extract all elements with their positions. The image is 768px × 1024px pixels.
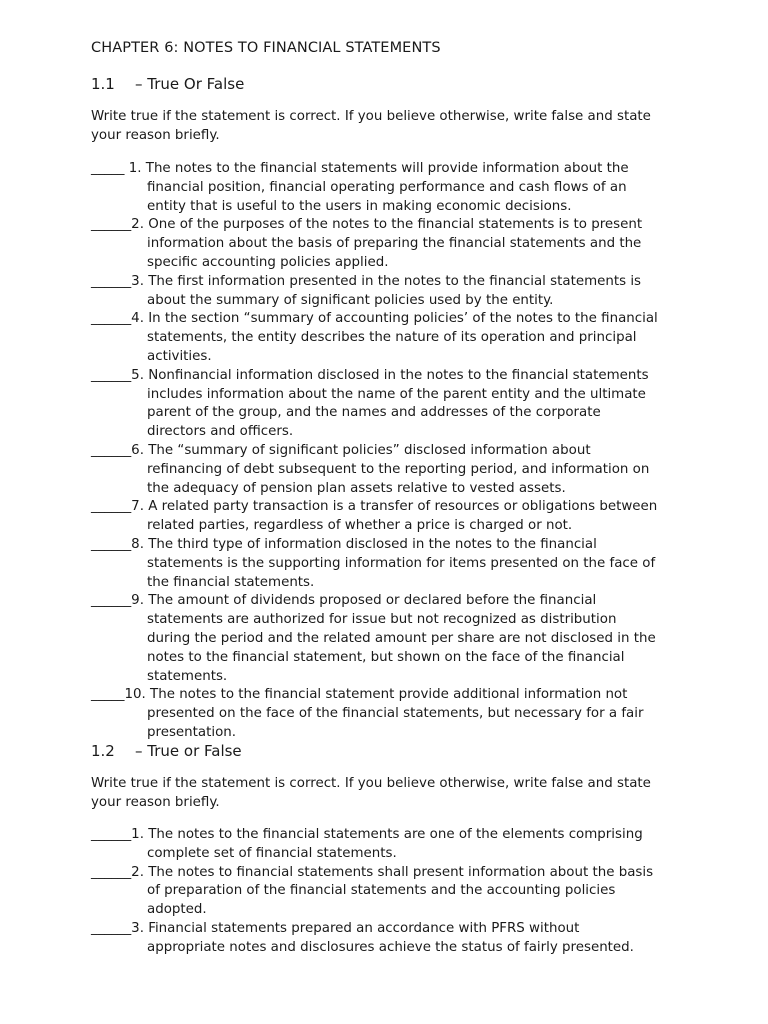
question-text: In the section “summary of accounting policies’ of the notes to the financial [148, 311, 658, 327]
question-continuation-line [91, 882, 691, 901]
question-continuation-line [91, 179, 691, 198]
question-continuation-line [91, 329, 691, 348]
instruction-line: your reason briefly. [91, 127, 220, 143]
question-continuation-line [91, 611, 691, 630]
question-item [91, 310, 691, 366]
section-heading [91, 75, 244, 93]
question-first-line [91, 536, 691, 555]
question-text: statements is the supporting information for items presented on the face of [147, 555, 656, 571]
question-text: Nonfinancial information disclosed in the notes to the financial statements [148, 367, 649, 383]
answer-blank: ______3. [91, 273, 149, 289]
question-text: The amount of dividends proposed or declared before the financial [148, 593, 597, 609]
question-text: The notes to the financial statements are one of the elements comprising [148, 827, 643, 842]
question-text: A related party transaction is a transfer of resources or obligations between [148, 499, 658, 515]
question-item [91, 536, 691, 592]
section-title: – True Or False [135, 75, 245, 93]
question-first-line [91, 498, 691, 517]
answer-blank: ______6. [91, 442, 149, 458]
question-list [91, 160, 691, 743]
question-text: entity that is useful to the users in making economic decisions. [147, 198, 572, 214]
chapter-title: CHAPTER 6: NOTES TO FINANCIAL STATEMENTS [91, 40, 441, 56]
question-continuation-line [91, 668, 691, 687]
question-continuation-line [91, 705, 691, 724]
question-item [91, 216, 691, 272]
answer-blank: ______1. [91, 827, 149, 842]
question-text: statements, the entity describes the nature of its operation and principal [147, 330, 637, 346]
answer-blank: ______4. [91, 311, 149, 327]
question-text: One of the purposes of the notes to the financial statements is to present [148, 217, 643, 233]
question-first-line [91, 686, 691, 705]
answer-blank: ______8. [91, 536, 149, 552]
question-item [91, 498, 691, 536]
question-text: activities. [147, 348, 212, 364]
answer-blank: ______9. [91, 593, 149, 609]
question-text: appropriate notes and disclosures achieve the status of fairly presented. [147, 939, 634, 955]
question-continuation-line [91, 845, 691, 864]
question-text: related parties, regardless of whether a price is charged or not. [147, 518, 573, 534]
question-continuation-line [91, 254, 691, 273]
instruction-line: your reason briefly. [91, 794, 220, 810]
question-first-line [91, 310, 691, 329]
question-first-line [91, 273, 691, 292]
question-item [91, 160, 691, 216]
answer-blank: ______2. [91, 864, 149, 880]
question-continuation-line [91, 574, 691, 593]
question-continuation-line [91, 348, 691, 367]
answer-blank: ______2. [91, 217, 149, 233]
question-continuation-line [91, 292, 691, 311]
question-first-line [91, 920, 691, 939]
question-text: refinancing of debt subsequent to the reporting period, and information on [147, 461, 650, 477]
instruction-line: Write true if the statement is correct. If you believe otherwise, write false and state [91, 776, 651, 791]
question-first-line [91, 826, 691, 845]
question-text: The first information presented in the notes to the financial statements is [148, 273, 642, 289]
question-continuation-line [91, 480, 691, 499]
question-text: complete set of financial statements. [147, 845, 397, 861]
question-text: presentation. [147, 724, 237, 740]
question-first-line [91, 216, 691, 235]
question-first-line [91, 592, 691, 611]
question-text: statements are authorized for issue but not recognized as distribution [147, 612, 617, 628]
question-text: The third type of information disclosed in the notes to the financial [148, 536, 597, 552]
question-continuation-line [91, 649, 691, 668]
question-item [91, 920, 691, 958]
answer-blank: ______7. [91, 499, 149, 515]
question-text: the financial statements. [147, 574, 315, 590]
question-text: statements. [147, 668, 228, 684]
question-text: information about the basis of preparing the financial statements and the [147, 236, 642, 252]
question-continuation-line [91, 724, 691, 743]
question-list [91, 826, 691, 958]
question-text: includes information about the name of the parent entity and the ultimate [147, 386, 646, 402]
question-text: presented on the face of the financial statements, but necessary for a fair [147, 706, 644, 722]
question-text: during the period and the related amount per share are not disclosed in the [147, 630, 656, 646]
question-continuation-line [91, 235, 691, 254]
question-first-line [91, 367, 691, 386]
question-text: specific accounting policies applied. [147, 254, 389, 270]
question-item [91, 367, 691, 442]
question-continuation-line [91, 555, 691, 574]
instruction-line: Write true if the statement is correct. If you believe otherwise, write false and state [91, 109, 651, 124]
question-continuation-line [91, 517, 691, 536]
question-text: The notes to the financial statement provide additional information not [150, 687, 628, 703]
answer-blank: ______5. [91, 367, 149, 383]
question-text: about the summary of significant policies used by the entity. [147, 292, 554, 308]
question-text: The “summary of significant policies” disclosed information about [148, 442, 591, 458]
question-text: notes to the financial statement, but shown on the face of the financial [147, 649, 625, 665]
question-item [91, 442, 691, 498]
question-text: directors and officers. [147, 424, 294, 440]
question-item [91, 592, 691, 686]
question-text: The notes to financial statements shall present information about the basis [148, 864, 654, 880]
section-number: 1.2 [91, 742, 115, 760]
answer-blank: ______3. [91, 920, 149, 936]
question-item [91, 273, 691, 311]
question-item [91, 826, 691, 864]
question-continuation-line [91, 423, 691, 442]
question-text: The notes to the financial statements will provide information about the [145, 161, 629, 176]
question-first-line [91, 442, 691, 461]
section-number: 1.1 [91, 75, 115, 93]
question-text: the adequacy of pension plan assets relative to vested assets. [147, 480, 566, 496]
question-continuation-line [91, 404, 691, 423]
section-title: – True or False [135, 742, 242, 760]
question-text: parent of the group, and the names and addresses of the corporate [147, 405, 601, 421]
question-first-line [91, 864, 691, 883]
question-text: adopted. [147, 902, 207, 918]
question-text: of preparation of the financial statements and the accounting policies [147, 883, 616, 899]
question-continuation-line [91, 901, 691, 920]
question-continuation-line [91, 939, 691, 958]
question-item [91, 864, 691, 920]
answer-blank: _____10. [91, 687, 151, 703]
section-heading [91, 742, 242, 760]
question-continuation-line [91, 198, 691, 217]
section-instructions [91, 775, 691, 812]
question-continuation-line [91, 461, 691, 480]
question-item [91, 686, 691, 742]
section-instructions [91, 108, 691, 145]
question-first-line [91, 160, 691, 179]
question-continuation-line [91, 386, 691, 405]
question-text: Financial statements prepared an accordance with PFRS without [148, 920, 580, 936]
answer-blank: _____ 1. [91, 161, 146, 176]
question-text: financial position, financial operating performance and cash flows of an [147, 179, 627, 195]
question-continuation-line [91, 630, 691, 649]
